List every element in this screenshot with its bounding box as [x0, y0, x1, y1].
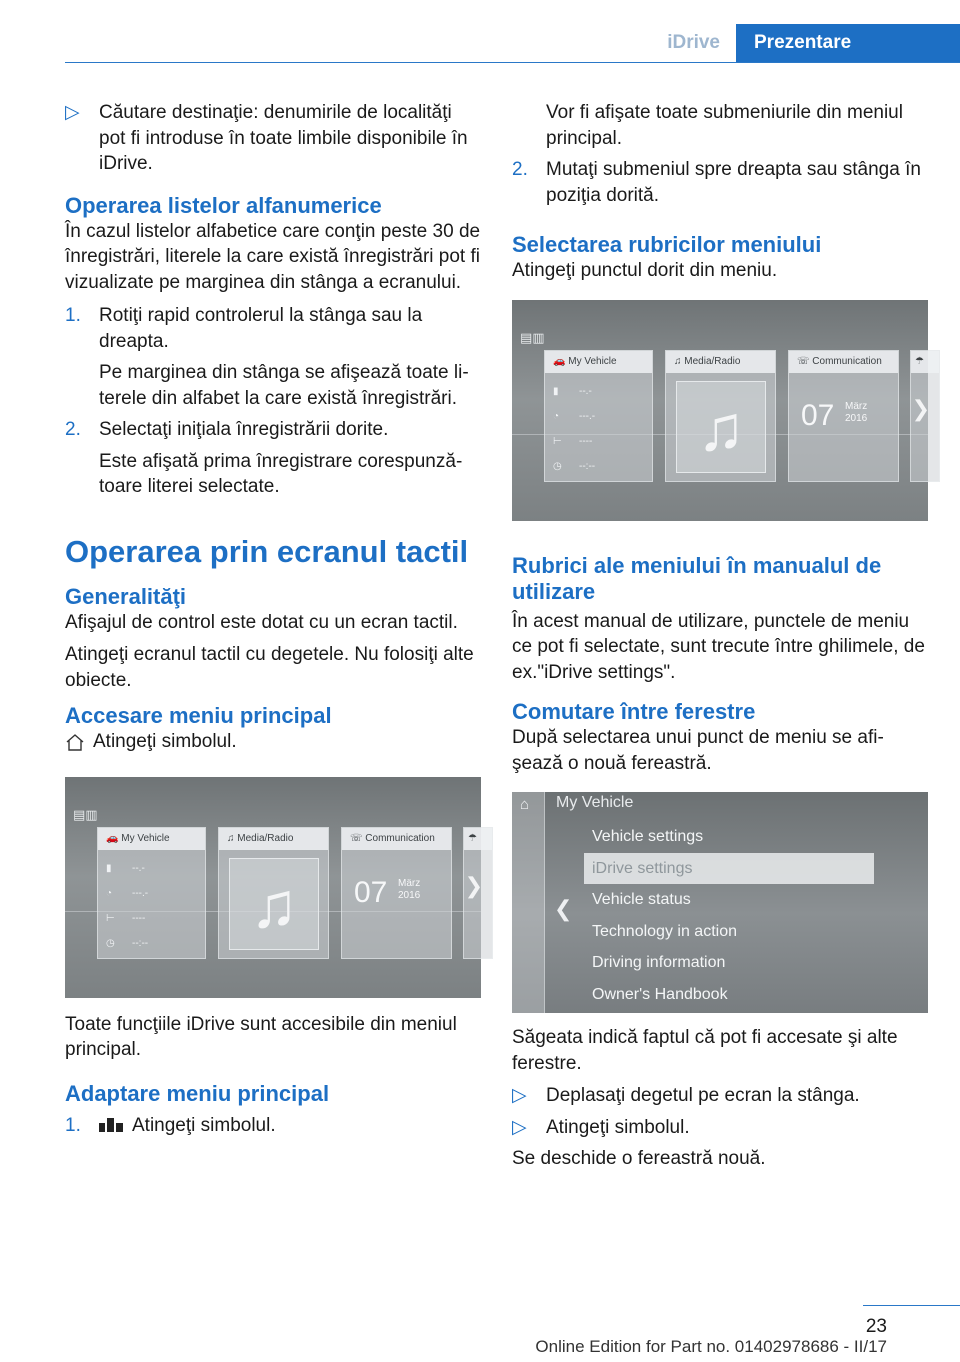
album-art: [229, 858, 319, 950]
menu-layout-icon: ▤▥: [520, 329, 545, 345]
card-media-radio[interactable]: [665, 350, 776, 482]
card-title: 🚗 My Vehicle: [98, 828, 205, 850]
bullet-item: [512, 1115, 928, 1141]
bullet-item: [512, 1083, 928, 1109]
paragraph-select: Atingeţi punctul dorit din meniu.: [512, 260, 778, 281]
triangle-bullet-icon: ▷: [512, 1085, 527, 1106]
fuel-icon: ▮: [106, 862, 112, 874]
card-title: ♫ Media/Radio: [219, 828, 328, 850]
step-number: 1.: [65, 305, 81, 326]
heading-select-menu-items: Selectarea rubricilor meniului: [512, 232, 822, 257]
album-art: [676, 381, 766, 473]
menu-item-technology-in-action[interactable]: Technology in action: [592, 922, 737, 940]
card-title: ♫ Media/Radio: [666, 351, 775, 373]
step-item: [65, 303, 481, 354]
paragraph-menu-items-manual: În acest manual de utilizare, punctele de meniu ce pot fi selectate, sunt trecute între ghilimele, de ex."iDrive settings".: [512, 610, 925, 683]
bullet-item: [65, 100, 481, 177]
card-media-radio[interactable]: [218, 827, 329, 959]
card-my-vehicle[interactable]: [544, 350, 653, 482]
paragraph-all-functions: Toate funcţiile iDrive sunt accesibile din meniul principal.: [65, 1013, 457, 1060]
vehicle-readouts: ▮ --.- ◔ ---.- ⊢ ---- ◷ --:--: [98, 850, 205, 962]
main-menu-screenshot: [65, 777, 481, 998]
step-text: Mutaţi submeniul spre dreapta sau stânga în poziţia dorită.: [546, 159, 921, 206]
header-section-label: iDrive: [667, 32, 720, 53]
menu-item-idrive-settings[interactable]: iDrive settings: [584, 853, 874, 885]
weather-icon: ☂: [911, 351, 939, 373]
card-my-vehicle[interactable]: [97, 827, 206, 959]
screen-sidebar: [512, 792, 545, 1013]
heading-alphanumeric-lists: Operarea listelor alfanumerice: [65, 192, 382, 218]
heading-adapt-main-menu: Adaptare meniu principal: [65, 1080, 330, 1106]
step-note: Vor fi afişate toate submeniurile din meniul principal.: [546, 102, 903, 149]
chevron-right-icon[interactable]: ❯: [464, 872, 483, 898]
bullet-text: Deplasaţi degetul pe ecran la stânga.: [546, 1085, 860, 1106]
heading-touchscreen: Operarea prin ecranul tactil: [65, 533, 469, 569]
step-text: Rotiţi rapid controlerul la stânga sau la dreapta.: [99, 305, 423, 352]
date-month-year: März 2016: [398, 877, 421, 901]
footer-divider: [863, 1305, 960, 1306]
paragraph-arrow: Săgeata indică faptul că pot fi accesate şi alte ferestre.: [512, 1027, 898, 1074]
paragraph-general-1: Afişajul de control este dotat cu un ecran tactil.: [65, 611, 458, 633]
vehicle-menu-screenshot: [512, 792, 928, 1013]
main-menu-screenshot-2: [512, 300, 928, 521]
date-month-year: März 2016: [845, 400, 868, 424]
home-icon: [65, 732, 85, 752]
paragraph-new-window: Se deschide o fereastră nouă.: [512, 1148, 766, 1169]
clock-icon: ◷: [553, 460, 562, 472]
card-communication[interactable]: [341, 827, 452, 959]
music-note-icon: ♫: [250, 868, 298, 941]
paragraph-general-2: Atingeţi ecranul tactil cu degetele. Nu folosiţi alte obiecte.: [65, 644, 474, 691]
step-body: [99, 1113, 481, 1139]
menu-item-vehicle-settings[interactable]: Vehicle settings: [592, 828, 704, 845]
triangle-bullet-icon: ▷: [65, 102, 80, 123]
chevron-right-icon[interactable]: ❯: [911, 395, 930, 421]
screen-title: My Vehicle: [556, 794, 634, 811]
bullet-text: Căutare destinaţie: denumirile de localităţi pot fi introduse în toate limbile disponibile în iDrive.: [99, 102, 468, 174]
vehicle-readouts: ▮ --.- ◔ ---.- ⊢ ---- ◷ --:--: [545, 373, 652, 485]
heading-main-menu-access: Accesare meniu principal: [65, 703, 332, 728]
symbol-instruction-text: Atingeţi simbolul.: [93, 731, 237, 752]
fuel-icon: ▮: [553, 385, 559, 397]
triangle-bullet-icon: ▷: [512, 1116, 527, 1138]
heading-menu-items-manual: Rubrici ale meniului în manualul de utilizare: [512, 552, 882, 604]
page-number: 23: [865, 1316, 887, 1337]
menu-item-vehicle-status[interactable]: Vehicle status: [592, 891, 691, 909]
step-text: Atingeţi simbolul.: [132, 1114, 276, 1136]
header-divider: [65, 62, 960, 63]
step-item: [65, 417, 481, 443]
menu-layout-icon: ▤▥: [73, 806, 98, 822]
vehicle-menu-list: [584, 821, 874, 1011]
heading-switch-windows: Comutare între ferestre: [512, 699, 756, 724]
range-icon: ⊢: [553, 435, 562, 447]
card-title: ☏ Communication: [789, 351, 898, 373]
step-item: [512, 157, 928, 208]
step-number: 2.: [512, 159, 528, 180]
card-title: ☏ Communication: [342, 828, 451, 850]
menu-item-owners-handbook[interactable]: Owner's Handbook: [592, 985, 728, 1003]
clock-icon: ◷: [106, 937, 115, 949]
step-number: 2.: [65, 419, 81, 440]
chevron-left-icon[interactable]: ❮: [554, 896, 573, 921]
home-icon[interactable]: ⌂: [520, 796, 530, 813]
left-column: [65, 100, 481, 1138]
bullet-text: Atingeţi simbolul.: [546, 1116, 690, 1138]
paragraph-switch-windows: După selectarea unui punct de meniu se afi‐şează o nouă fereastră.: [512, 727, 884, 774]
menu-item-driving-information[interactable]: Driving information: [592, 954, 726, 972]
weather-icon: ☂: [464, 828, 492, 850]
symbol-instruction: [65, 729, 481, 755]
music-note-icon: ♫: [697, 391, 745, 464]
gauge-icon: ◔: [553, 410, 560, 422]
step-item: [65, 1113, 481, 1139]
edition-line: Online Edition for Part no. 01402978686 - II/17: [535, 1337, 887, 1356]
range-icon: ⊢: [106, 912, 115, 924]
paragraph-alphanumeric: În cazul listelor alfabetice care conţin peste 30 de înregistrări, literele la care există înregistrări pot fi vizualizate pe marginea din stânga a ecranului.: [65, 220, 481, 293]
header-chapter-tab[interactable]: Prezentare: [736, 24, 960, 62]
step-note: Este afişată prima înregistrare corespunză‐toare literei selectate.: [99, 450, 463, 497]
step-text: Selectaţi iniţiala înregistrării dorite.: [99, 419, 389, 440]
card-communication[interactable]: [788, 350, 899, 482]
card-title: 🚗 My Vehicle: [545, 351, 652, 373]
gauge-icon: ◔: [106, 887, 113, 899]
date-day: 07: [354, 875, 388, 909]
heading-general: Generalităţi: [65, 583, 187, 609]
step-number: 1.: [65, 1114, 81, 1136]
right-column: [512, 100, 928, 1179]
date-day: 07: [801, 398, 835, 432]
step-note: Pe marginea din stânga se afişează toate li‐terele din alfabet la care există înregistrări.: [99, 362, 469, 409]
menu-layout-icon: [99, 1117, 123, 1133]
